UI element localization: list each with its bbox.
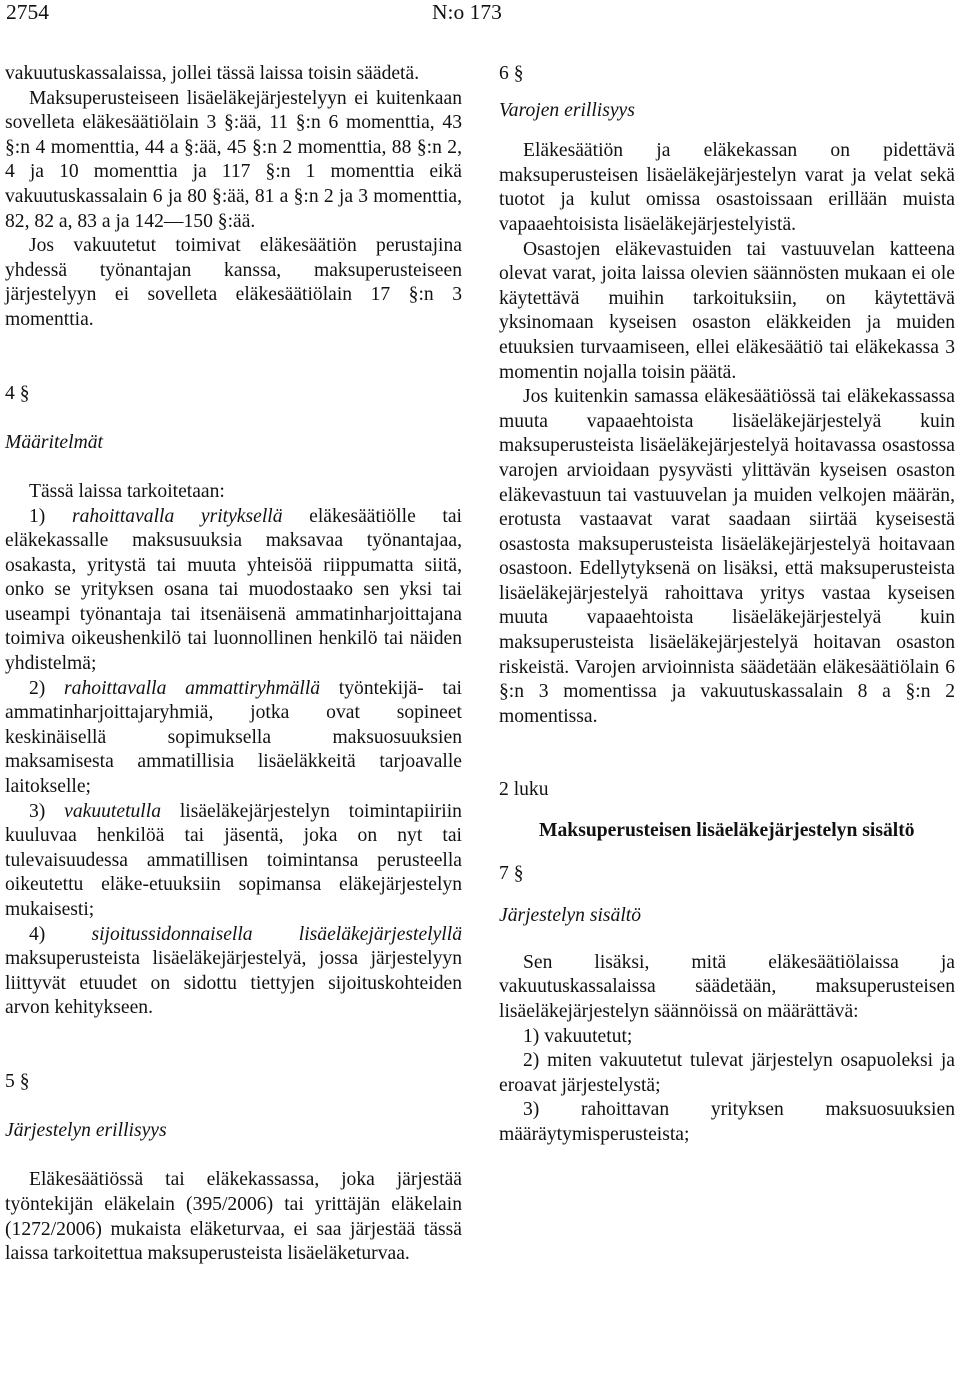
definition-item: 4) sijoitussidonnaisella lisäeläkejärjestelyllä maksuperusteista lisäeläkejärjestelyä, jossa järjestelyyn liittyvät etuudet on sidottu tiettyjen sijoituskohteiden arvon kehitykseen. [5, 923, 462, 1019]
paragraph: Sen lisäksi, mitä eläkesäätiölaissa ja vakuutuskassalaissa säädetään, maksuperusteisen lisäeläkejärjestelyn säännöissä on määrättävä: [499, 951, 955, 1022]
defined-term: sijoitussidonnaisella lisäeläkejärjestelyllä [91, 923, 462, 945]
paragraph: Eläkesäätiön ja eläkekassan on pidettävä maksuperusteisen lisäeläkejärjestelyn varat ja velat sekä tuotot ja kulut omissa osastoissaan erillään muista vapaaehtoisista lisäeläkejärjestelyistä. [499, 140, 955, 235]
page-number: 2754 [6, 0, 49, 24]
paragraph: Jos vakuutetut toimivat eläkesäätiön perustajina yhdessä työnantajan kanssa, maksuperusteiseen järjestelyyn ei sovelleta eläkesäätiölain 17 §:n 3 momenttia. [5, 235, 462, 330]
chapter-title: Maksuperusteisen lisäeläkejärjestelyn sisältö [539, 820, 915, 842]
right-column [499, 62, 955, 1148]
paragraph: Eläkesäätiössä tai eläkekassassa, joka järjestää työntekijän eläkelain (395/2006) tai yrittäjän eläkelain (1272/2006) mukaista eläketurvaa, ei saa järjestää tässä laissa tarkoitettua maksuperusteista lisäeläketurvaa. [5, 1169, 462, 1265]
section-title: Järjestelyn erillisyys [5, 1120, 167, 1142]
issue-number: N:o 173 [432, 0, 502, 24]
definition-item: 3) vakuutetulla lisäeläkejärjestelyn toimintapiiriin kuuluvaa henkilöä tai jäsentä, joka on nyt tai tulevaisuudessa ammatillisen toimintansa perusteella oikeutettu eläke-etuuksiin sopimansa eläkejärjestelyn mukaisesti; [5, 800, 462, 920]
paragraph: Osastojen eläkevastuiden tai vastuuvelan katteena olevat varat, joita laissa olevien säännösten mukaan ei ole käytettävä muihin tarkoituksiin, on käytettävä yksinomaan kyseisen osaston eläkkeiden ja muiden etuuksien turvaamiseen, ellei eläkesäätiö tai eläkekassa 3 momentin nojalla toisin päätä. [499, 238, 955, 383]
defined-term: rahoittavalla yrityksellä [71, 505, 283, 527]
section-title: Järjestelyn sisältö [499, 905, 642, 927]
paragraph: vakuutuskassalaissa, jollei tässä laissa toisin säädetä. [5, 63, 420, 84]
section-number: 5 § [5, 1070, 30, 1092]
paragraph: Jos kuitenkin samassa eläkesäätiössä tai eläkekassassa muuta vapaaehtoista lisäeläkejärjestelyä kuin maksuperusteista lisäeläkejärjestelyä hoitavassa osastossa varojen arvioidaan pysyvästi ylittävän kyseisen osaston eläkevastuun tai vastuuvelan ja muiden velkojen määrän, erotusta vastaavat varat saadaan siirtää kyseisestä osastosta maksuperusteista lisäeläkejärjestelyä hoitavaan osastoon. Edellytyksenä on lisäksi, että maksuperusteista lisäeläkejärjestelyä rahoittava yritys vastaa kyseisen muuta vapaaehtoista lisäeläkejärjestelyä kuin maksuperusteista lisäeläkejärjestelyä hoitavan osaston riskeistä. Varojen arvioinnista säädetään eläkesäätiölain 6 §:n 3 momentissa ja vakuutuskassalain 8 a §:n 2 momentissa. [499, 386, 955, 727]
definition-item: 1) rahoittavalla yrityksellä eläkesäätiölle tai eläkekassalle maksusuuksia maksavaa työnantajaa, osakasta, yritystä tai muuta yhteisöä riippumatta siitä, onko se yrityksen osana tai muodostaako sen yksi tai useampi työnantaja tai itsenäisenä ammatinharjoittajana toimiva oikeushenkilö tai luonnollinen henkilö tai näiden yhdistelmä; [5, 505, 462, 675]
defined-term: rahoittavalla ammattiryhmällä [64, 677, 321, 699]
chapter-number: 2 luku [499, 779, 549, 801]
page-header [0, 0, 960, 28]
definition-item: 2) rahoittavalla ammattiryhmällä työntekijä- tai ammatinharjoittajaryhmiä, jotka ovat sopineet keskinäisellä sopimuksella maksuosuuksien maksamisesta ammatillisia lisäeläkkeitä tarjoavalle laitokselle; [5, 677, 462, 798]
paragraph: Maksuperusteiseen lisäeläkejärjestelyyn ei kuitenkaan sovelleta eläkesäätiölain 3 §:ää, 11 §:n 6 momenttia, 43 §:n 4 momenttia, 44 a §:ää, 45 §:n 2 momenttia, 88 §:n 2, 4 ja 10 momenttia ja 117 §:n 1 momenttia eikä vakuutuskassalain 6 ja 80 §:ää, 81 a §:n 2 ja 3 momenttia, 82, 82 a, 83 a ja 142—150 §:ää. [5, 87, 462, 232]
left-column [5, 62, 462, 1267]
section-number: 4 § [5, 382, 30, 404]
section-number: 7 § [499, 862, 524, 884]
list-item: 1) vakuutetut; [523, 1025, 633, 1047]
list-item: 2) miten vakuutetut tulevat järjestelyn osapuoleksi ja eroavat järjestelystä; [499, 1050, 955, 1096]
paragraph: Tässä laissa tarkoitetaan: [29, 480, 225, 502]
list-item: 3) rahoittavan yrityksen maksuosuuksien määräytymisperusteista; [499, 1099, 955, 1145]
section-title: Varojen erillisyys [499, 99, 635, 121]
section-title: Määritelmät [5, 431, 103, 453]
defined-term: vakuutetulla [64, 800, 161, 822]
section-number: 6 § [499, 63, 524, 84]
